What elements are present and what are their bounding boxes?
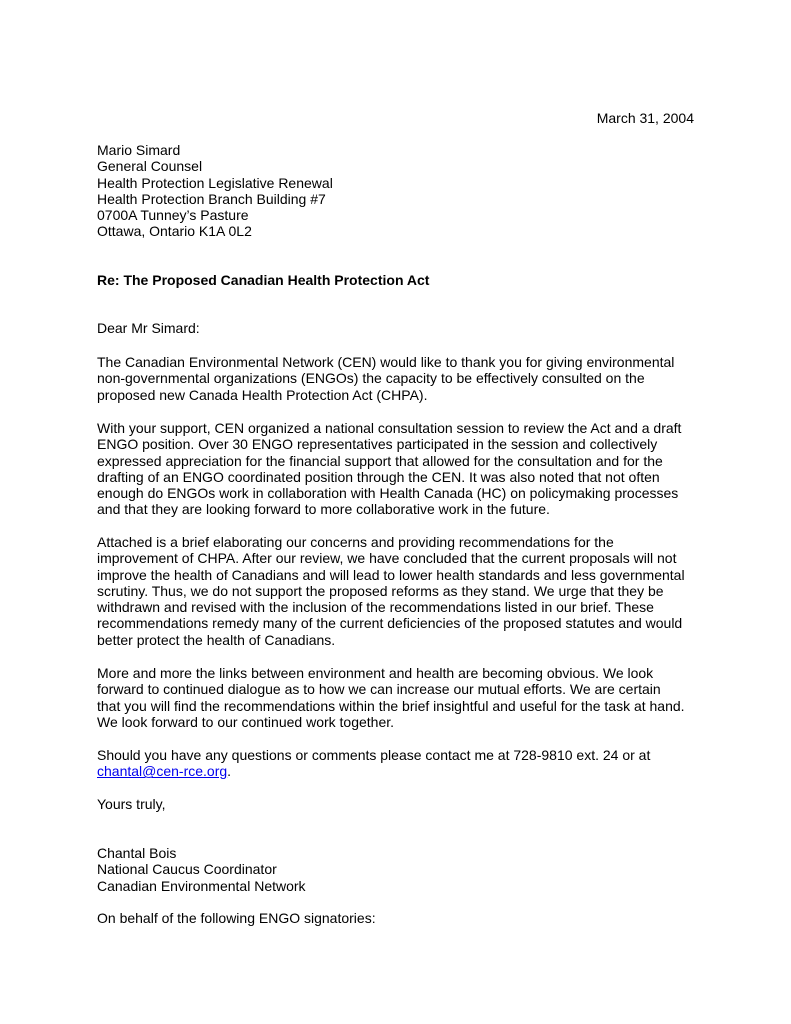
paragraph-line: and that they are looking forward to more collaborative work in the future.	[97, 501, 550, 518]
paragraph-consultation	[97, 420, 697, 518]
signer-title: National Caucus Coordinator	[97, 861, 277, 878]
subject-line: Re: The Proposed Canadian Health Protection Act	[97, 272, 430, 288]
contact-line: Should you have any questions or comments please contact me at 728-9810 ext. 24 or at	[97, 747, 651, 763]
recipient-street: 0700A Tunney’s Pasture	[97, 207, 249, 224]
signer-organization: Canadian Environmental Network	[97, 877, 306, 894]
paragraph-line: improvement of CHPA. After our review, we have concluded that the current proposals will not	[97, 550, 677, 567]
paragraph-links	[97, 665, 697, 730]
paragraph-line: recommendations remedy many of the current deficiencies of the proposed statutes and would	[97, 615, 683, 632]
paragraph-line: better protect the health of Canadians.	[97, 631, 336, 648]
paragraph-thanks	[97, 354, 697, 403]
paragraph-line: forward to continued dialogue as to how we can increase our mutual efforts. We are certain	[97, 681, 661, 698]
paragraph-line: expressed appreciation for the financial support that allowed for the consultation and for the	[97, 452, 663, 469]
paragraph-line: proposed new Canada Health Protection Act (CHPA).	[97, 386, 428, 403]
email-link[interactable]: chantal@cen-rce.org	[97, 763, 228, 780]
signer-name: Chantal Bois	[97, 845, 177, 861]
paragraph-line: ENGO position. Over 30 ENGO representatives participated in the session and collectively	[97, 436, 658, 453]
paragraph-line: enough do ENGOs work in collaboration with Health Canada (HC) on policymaking processes	[97, 485, 679, 502]
paragraph-line: scrutiny. Thus, we do not support the proposed reforms as they stand. We urge that they be	[97, 582, 664, 599]
paragraph-line: non-governmental organizations (ENGOs) the capacity to be effectively consulted on the	[97, 370, 645, 387]
contact-tail: .	[227, 763, 232, 780]
paragraph-line: We look forward to our continued work together.	[97, 713, 395, 730]
paragraph-line: Attached is a brief elaborating our concerns and providing recommendations for the	[97, 534, 614, 550]
closing: Yours truly,	[97, 796, 166, 812]
recipient-name: Mario Simard	[97, 142, 181, 158]
paragraph-line: With your support, CEN organized a national consultation session to review the Act and a draft	[97, 420, 682, 436]
paragraph-line: More and more the links between environment and health are becoming obvious. We look	[97, 665, 654, 681]
paragraph-line: that you will find the recommendations within the brief insightful and useful for the task at hand.	[97, 697, 685, 714]
recipient-building: Health Protection Branch Building #7	[97, 190, 326, 207]
paragraph-line: improve the health of Canadians and will lead to lower health standards and less governmental	[97, 566, 685, 583]
recipient-city: Ottawa, Ontario K1A 0L2	[97, 223, 252, 240]
letter-date: March 31, 2004	[596, 110, 694, 126]
signatories-intro: On behalf of the following ENGO signatories:	[97, 910, 376, 926]
paragraph-contact	[97, 747, 697, 780]
paragraph-brief	[97, 534, 697, 648]
signature-block	[97, 845, 697, 894]
paragraph-line: withdrawn and revised with the inclusion of the recommendations listed in our brief. These	[97, 599, 654, 616]
recipient-title: General Counsel	[97, 158, 203, 175]
contact-email-line	[97, 763, 697, 779]
paragraph-line: The Canadian Environmental Network (CEN) would like to thank you for giving environmental	[97, 354, 675, 370]
paragraph-line: drafting of an ENGO coordinated position through the CEN. It was also noted that not often	[97, 468, 660, 485]
recipient-department: Health Protection Legislative Renewal	[97, 174, 333, 191]
salutation: Dear Mr Simard:	[97, 320, 200, 336]
recipient-address	[97, 142, 697, 240]
